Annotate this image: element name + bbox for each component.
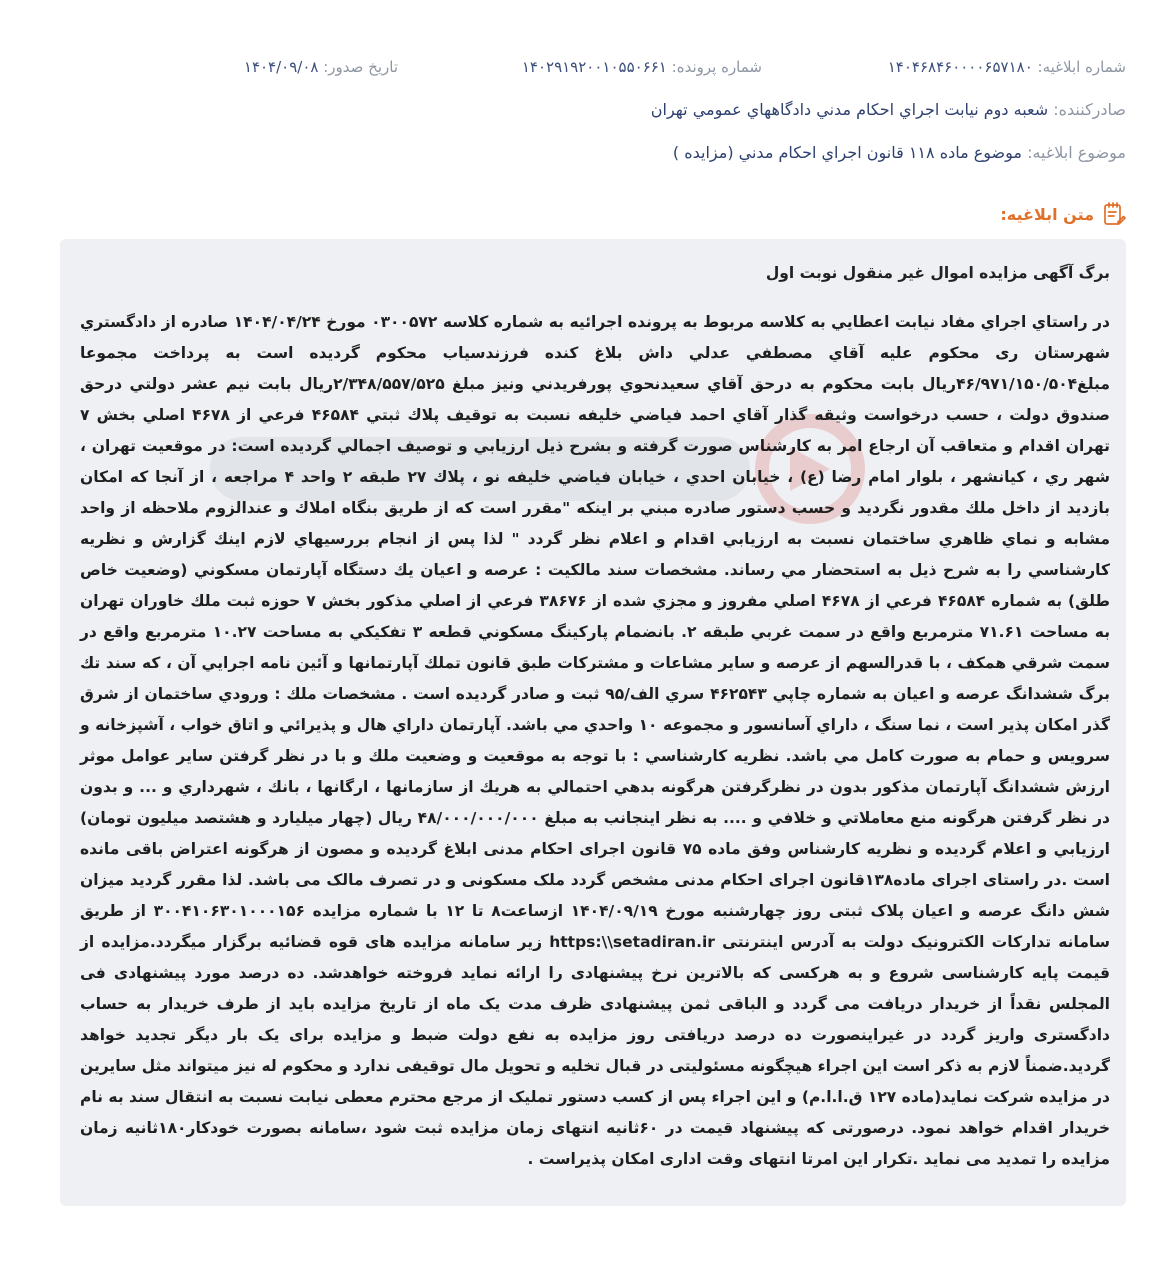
issue-date-field [244,58,398,76]
issuer-field [651,100,1126,119]
issuer-label: صادرکننده: [1053,100,1126,119]
notice-text-section-title [1000,201,1126,227]
notice-content-panel [60,239,1126,1206]
subject-value: موضوع ماده ۱۱۸ قانون اجراي احكام مدني (مزايده ) [672,143,1022,162]
notice-number-field [888,58,1126,76]
notice-meta-row [0,58,1174,82]
notice-number-value: ۱۴۰۴۶۸۴۶۰۰۰۰۶۵۷۱۸۰ [887,58,1033,76]
issue-date-label: تاریخ صدور: [323,58,398,76]
notice-body-text: در راستاي اجراي مفاد نيابت اعطايي به كلاسه مربوط به پرونده اجرائيه به شماره كلاسه ۰۳۰۰۵۷۲ مورخ ۱۴۰۴/۰۴/۲۴ صادره از دادگستري شهرستان ری محكوم عليه آقاي مصطفي عدلي داش بلاغ كنده فرزندسياب محكوم گرديده است به پرداخت مجموعا مبلغ۴۶/۹۷۱/۱۵۰/۵۰۴ريال بابت محكوم به درحق آقاي سعيدنحوي پورفريدني ونيز مبلغ ۲/۳۴۸/۵۵۷/۵۲۵ريال بابت نيم عشر دولتي درحق صندوق دولت ، حسب درخواست وثيقه گذار آقاي احمد فياضي خليفه نسبت به توقيف پلاك ثبتي ۴۶۵۸۴ فرعي از ۴۶۷۸ اصلي بخش ۷ تهران اقدام و متعاقب آن ارجاع امر به كارشناس صورت گرفته و بشرح ذيل ارزيابي و توصيف اجمالي گرديده است: در موقعيت تهران ، شهر ري ، كيانشهر ، بلوار امام رضا (ع) ، خيابان احدي ، خيابان فياضي خليفه نو ، پلاك ۲۷ طبقه ۲ واحد ۴ مراجعه ، از آنجا كه امكان بازديد از داخل ملك مقدور نگرديد و حسب دستور صادره مبني بر اينكه "مقرر است كه از طريق بنگاه املاك و عندالزوم ملاحظه از واحد مشابه و نماي ظاهري ساختمان نسبت به ارزيابي اقدام و اعلام نظر گردد " لذا پس از انجام بررسيهاي لازم اينك گزارش و نظريه كارشناسي را به شرح ذيل به استحضار مي رساند. مشخصات سند مالكيت : عرصه و اعيان يك دستگاه آپارتمان مسكوني (وضعيت خاص طلق) به شماره ۴۶۵۸۴ فرعي از ۴۶۷۸ اصلي مفروز و مجزي شده از ۳۸۶۷۶ فرعي از اصلي مذكور بخش ۷ حوزه ثبت ملك خاوران تهران به مساحت ۷۱.۶۱ مترمربع واقع در سمت غربي طبقه ۲. بانضمام پاركينگ مسكوني قطعه ۳ تفكيكي به مساحت ۱۰.۲۷ مترمربع واقع در سمت شرقي همكف ، با قدرالسهم از عرصه و ساير مشاعات و مشتركات طبق قانون تملك آپارتمانها و آئين نامه اجرايي آن ، كه سند تك برگ ششدانگ عرصه و اعيان به شماره چاپي ۴۶۲۵۴۳ سري الف/۹۵ ثبت و صادر گرديده است . مشخصات ملك : ورودي ساختمان از شرق گذر امكان پذير است ، نما سنگ ، داراي آسانسور و مجموعه ۱۰ واحدي مي باشد. آپارتمان داراي هال و پذيرائي و اتاق خواب ، آشپزخانه و سرويس و حمام به صورت كامل مي باشد. نظريه كارشناسي : با توجه به موقعيت و وضعيت ملك و با در نظر گرفتن ساير عوامل موثر ارزش ششدانگ آپارتمان مذكور بدون در نظرگرفتن هرگونه بدهي احتمالي به هريك از سازمانها ، ارگانها ، بانك ، شهرداري و ... و بدون در نظر گرفتن هرگونه منع معاملاتي و خلافي و .... به نظر اينجانب به مبلغ ۴۸/۰۰۰/۰۰۰/۰۰۰ ريال (چهار ميليارد و هشتصد ميليون تومان) ارزيابي و اعلام گرديده و نظريه كارشناس وفق ماده ۷۵ قانون اجرای احکام مدنی ابلاغ گرديده و مصون از هرگونه اعتراض باقی مانده است .در راستای اجرای ماده۱۳۸قانون اجرای احکام مدنی مشخص گردد ملک مسکونی و در تصرف مالک می باشد. لذا مقرر گرديد ميزان شش دانگ عرصه و اعيان پلاک ثبتی روز چهارشنبه مورخ ۱۴۰۴/۰۹/۱۹ ازساعت۸ تا ۱۲ با شماره مزایده ۳۰۰۴۱۰۶۳۰۱۰۰۰۱۵۶ از طريق سامانه تدارکات الکترونیک دولت به آدرس اینترنتی https:\\setadiran.ir زیر سامانه مزایده های قوه قضائیه برگزار میگردد.مزایده از قیمت پایه کارشناسی شروع و به هرکسی که بالاترین نرخ پیشنهادی را ارائه نماید فروخته خواهدشد. ده درصد مورد پیشنهادی فی المجلس نقداً از خریدار دریافت می گردد و الباقی ثمن پیشنهادی ظرف مدت یک ماه از تاریخ مزایده باید از طرف خریدار به حساب دادگستری واریز گردد در غیراینصورت ده درصد دریافتی روز مزایده به نفع دولت ضبط و مزایده برای یک بار دیگر تجدید خواهد گردید.ضمناً لازم به ذکر است این اجراء هیچگونه مسئولیتی در قبال تخلیه و تحویل مال توقیفی ندارد و محکوم له نیز میتواند مثل سایرین در مزایده شرکت نماید(ماده ۱۲۷ ق.ا.ا.م) و این اجراء پس از کسب دستور تملیک از مرجع محترم معطی نیابت نسبت به انتقال سند به نام خریدار اقدام خواهد نمود. درصورتی که پیشنهاد قیمت در ۶۰ثانیه انتهای زمان مزایده ثبت شود ،سامانه بصورت خودکار۱۸۰ثانیه زمان مزایده را تمدید می نماید .تکرار این امرتا انتهای وقت اداری امکان پذیراست . [80,313,1111,1168]
notice-document-icon [1102,201,1126,227]
issuer-value: شعبه دوم نيابت اجراي احكام مدني دادگاههاي عمومي تهران [650,100,1049,119]
section-title-text: متن ابلاغیه: [1000,204,1094,224]
subject-label: موضوع ابلاغیه: [1027,143,1126,162]
notice-heading: برگ آگهی مزایده اموال غیر منقول نوبت اول [765,264,1110,282]
case-number-value: ۱۴۰۲۹۱۹۲۰۰۱۰۵۵۰۶۶۱ [521,58,667,76]
case-number-field [522,58,762,76]
subject-field [673,143,1126,162]
case-number-label: شماره پرونده: [671,58,762,76]
notice-number-label: شماره ابلاغیه: [1037,58,1126,76]
issue-date-value: ۱۴۰۴/۰۹/۰۸ [243,58,319,76]
